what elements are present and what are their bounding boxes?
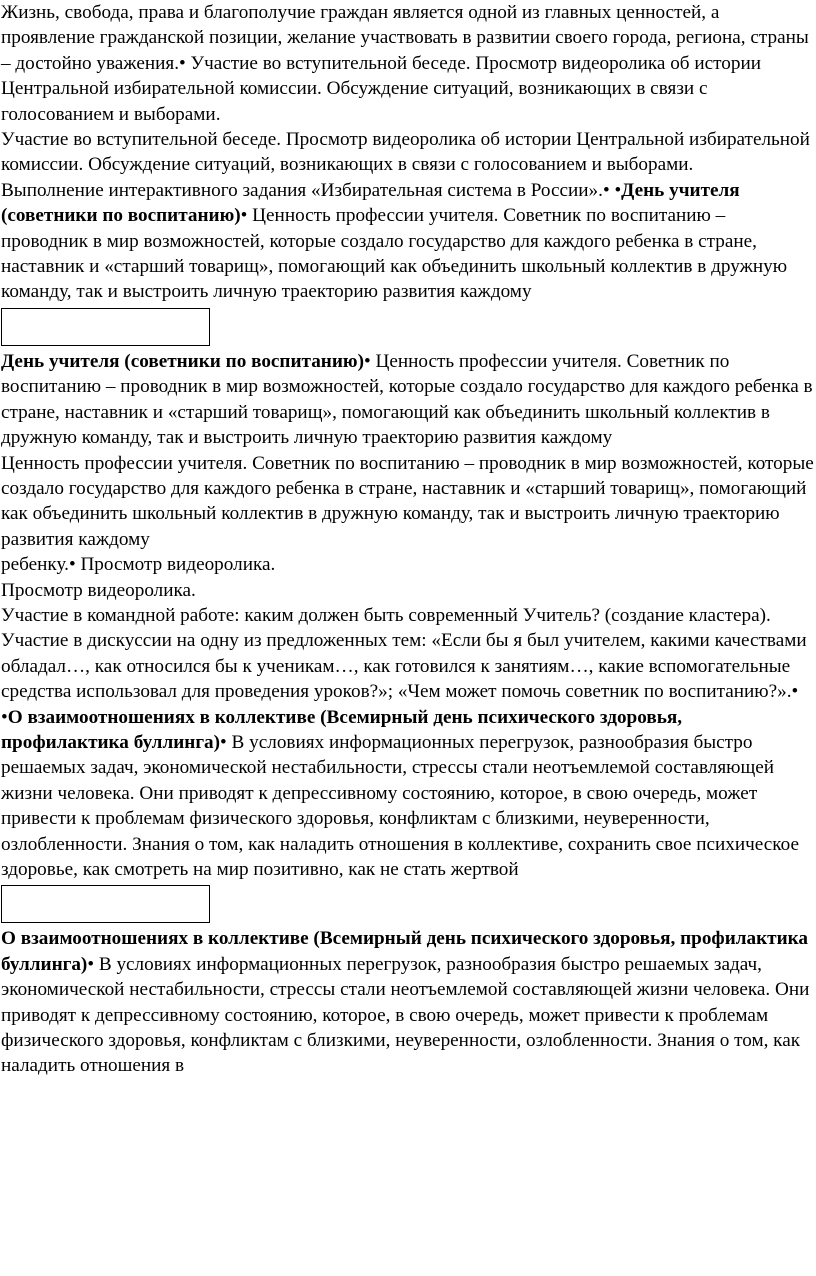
paragraph-teacher-value	[1, 451, 814, 553]
paragraph-team-work	[1, 603, 814, 628]
empty-box	[1, 885, 210, 923]
paragraph-text: Ценность профессии учителя. Советник по воспитанию – проводник в мир возможностей, которые создало государство для каждого ребенка в стране, наставник и «старший товарищ», помогающий как объединить школьный коллектив в дружную команду, так и выстроить личную траекторию развития каждому	[1, 350, 813, 449]
empty-box	[1, 308, 210, 346]
paragraph-intro-conversation	[1, 127, 814, 178]
section-heading: День учителя (советники по воспитанию)	[1, 350, 364, 372]
bullet-icon: • •	[602, 179, 622, 201]
paragraph-text: Участие в дискуссии на одну из предложенных тем: «Если бы я был учителем, какими качествами обладал…, как относился бы к ученикам…, как готовился к занятиям…, какие вспомогательные средства использовал для проведения уроков?»; «Чем может помочь советник по воспитанию?».	[1, 630, 807, 703]
paragraph-text: ребенку.	[1, 554, 69, 576]
paragraph-discussion	[1, 628, 814, 882]
bullet-icon: •	[68, 554, 76, 576]
paragraph-child-video	[1, 552, 814, 577]
paragraph-text: Ценность профессии учителя. Советник по воспитанию – проводник в мир возможностей, которые создало государство для каждого ребенка в стране, наставник и «старший товарищ», помогающий как объединить школьный коллектив в дружную команду, так и выстроить личную траекторию развития каждому	[1, 205, 788, 303]
section-heading: О взаимоотношениях в коллективе (Всемирный день психического здоровья, профилактика буллинга)	[1, 706, 683, 753]
paragraph-text: Выполнение интерактивного задания «Избирательная система в России».	[1, 179, 603, 201]
bullet-icon: •	[363, 350, 371, 372]
paragraph-text: Ценность профессии учителя. Советник по воспитанию – проводник в мир возможностей, которые создало государство для каждого ребенка в стране, наставник и «старший товарищ», помогающий как объединить школьный коллектив в дружную команду, так и выстроить личную траекторию развития каждому	[1, 452, 814, 550]
bullet-icon: •	[220, 731, 227, 753]
paragraph-text: Участие в командной работе: каким должен быть современный Учитель? (создание кластера).	[1, 604, 771, 626]
paragraph-relationships	[1, 926, 814, 1078]
section-heading: День учителя (советники по воспитанию)	[1, 179, 740, 227]
paragraph-civic-values	[1, 0, 814, 127]
paragraph-teacher-day-intro	[1, 178, 814, 305]
paragraph-text: Участие во вступительной беседе. Просмотр видеоролика об истории Центральной избирательной комиссии. Обсуждение ситуаций, возникающих в связи с голосованием и выборами.	[1, 129, 810, 176]
paragraph-text: В условиях информационных перегрузок, разнообразия быстро решаемых задач, экономической нестабильности, стрессы стали неотъемлемой составляющей жизни человека. Они приводят к депрессивному состоянию, которое, в свою очередь, может привести к проблемам физического здоровья, конфликтам с близкими, неуверенности, озлобленности. Знания о том, как наладить отношения в коллективе, сохранить свое психическое здоровье, как смотреть на мир позитивно, как не стать жертвой	[1, 731, 799, 880]
bullet-icon: •	[87, 953, 95, 975]
paragraph-video	[1, 578, 814, 603]
bullet-icon: •	[240, 205, 248, 227]
paragraph-text: Просмотр видеоролика.	[75, 554, 276, 576]
section-heading: О взаимоотношениях в коллективе (Всемирный день психического здоровья, профилактика буллинга)	[1, 928, 809, 975]
paragraph-text: Жизнь, свобода, права и благополучие граждан является одной из главных ценностей, а проявление гражданской позиции, желание участвовать в развитии своего города, региона, страны – достойно уважения.	[1, 2, 809, 74]
paragraph-text: Участие во вступительной беседе. Просмотр видеоролика об истории Центральной избирательной комиссии. Обсуждение ситуаций, возникающих в связи с голосованием и выборами.	[1, 52, 761, 125]
paragraph-teacher-day	[1, 349, 814, 451]
paragraph-text: В условиях информационных перегрузок, разнообразия быстро решаемых задач, экономической нестабильности, стрессы стали неотъемлемой составляющей жизни человека. Они приводят к депрессивному состоянию, которое, в свою очередь, может привести к проблемам физического здоровья, конфликтам с близкими, неуверенности, озлобленности. Знания о том, как наладить отношения в	[1, 953, 810, 1077]
bullet-icon: •	[179, 52, 186, 74]
paragraph-text: Просмотр видеоролика.	[1, 579, 196, 601]
bullet-icon: • •	[1, 681, 799, 728]
